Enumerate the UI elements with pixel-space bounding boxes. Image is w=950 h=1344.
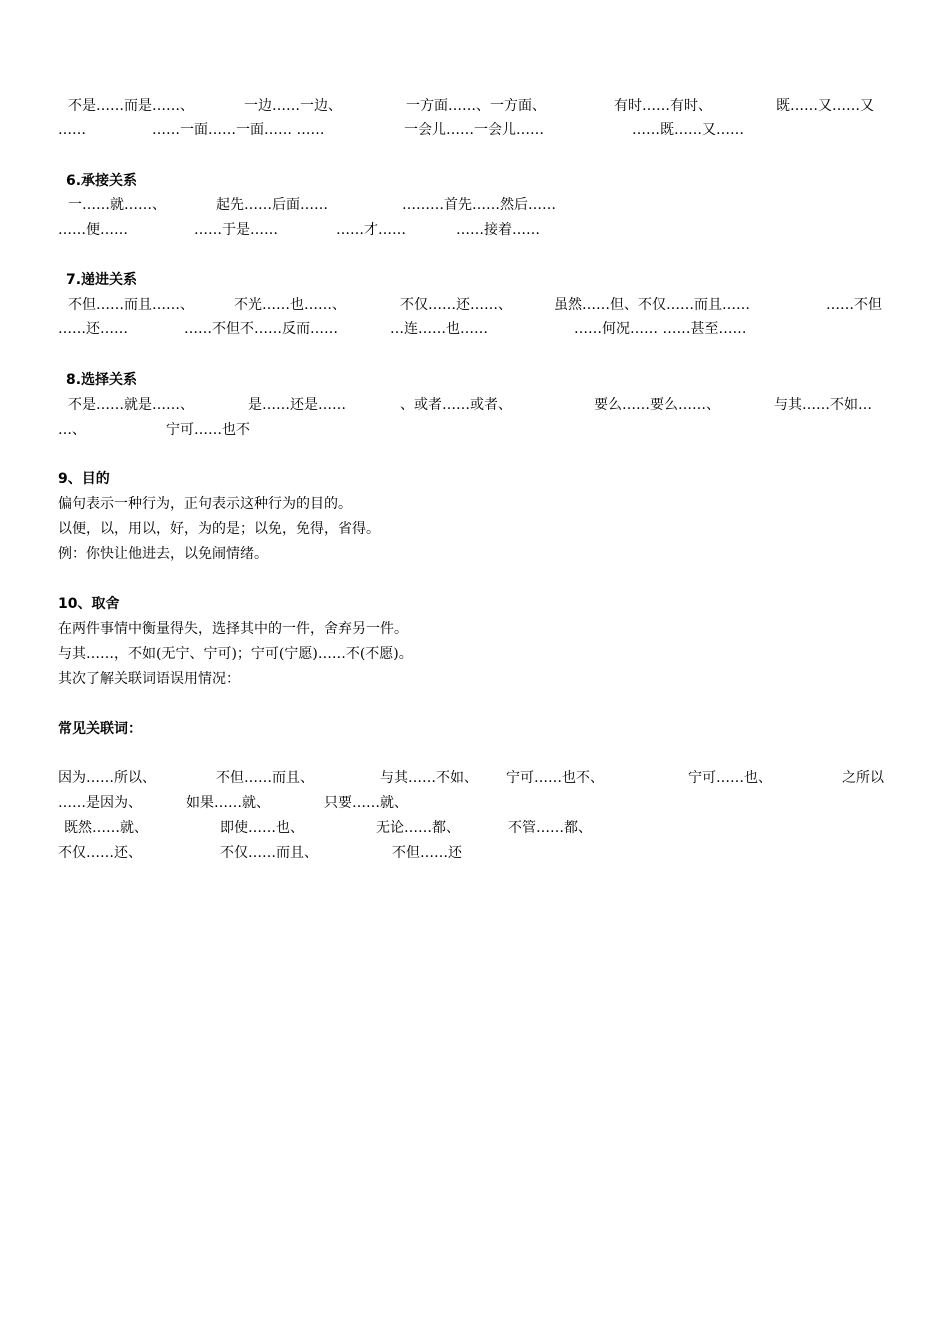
conjunction-phrase: 不仅……还……、 [400, 297, 512, 313]
common-row-3 [58, 816, 892, 840]
conjunction-phrase: ……一面……一面…… …… [152, 122, 325, 138]
conjunction-phrase: ……是因为、 [58, 795, 142, 811]
conjunction-phrase: ……还…… [58, 321, 128, 337]
conjunction-phrase: 之所以 [842, 770, 884, 786]
conjunction-phrase: …、 [58, 422, 86, 438]
conjunction-phrase: ……才…… [336, 222, 406, 238]
conjunction-phrase: 因为……所以、 [58, 770, 156, 786]
conjunction-phrase: 有时……有时、 [614, 98, 712, 114]
conjunction-phrase: …… [58, 122, 86, 138]
conjunction-phrase: ………首先……然后…… [402, 197, 556, 213]
conjunction-phrase: ……便…… [58, 222, 128, 238]
common-row-1 [58, 766, 892, 790]
conjunction-phrase: 不光……也……、 [234, 297, 346, 313]
conjunction-phrase: 要么……要么……、 [594, 397, 720, 413]
conjunction-phrase: 不仅……还、 [58, 845, 142, 861]
conjunction-phrase: 即使……也、 [220, 820, 304, 836]
conjunction-phrase: ……于是…… [194, 222, 278, 238]
section-8-heading: 8.选择关系 [66, 372, 138, 388]
conjunction-phrase: ……不但不……反而…… [184, 321, 338, 337]
section-10-line: 与其……，不如(无宁、宁可)；宁可(宁愿)……不(不愿)。 [58, 646, 413, 662]
section-10-line: 其次了解关联词语误用情况： [58, 671, 240, 687]
conjunction-phrase: 与其……不如、 [380, 770, 478, 786]
conjunction-phrase: 无论……都、 [376, 820, 460, 836]
conjunction-phrase: ……既……又…… [632, 122, 744, 138]
section-8-row-1 [58, 393, 892, 417]
conjunction-phrase: 一方面……、一方面、 [406, 98, 546, 114]
section-7-heading: 7.递进关系 [66, 272, 138, 288]
conjunction-phrase: 起先……后面…… [216, 197, 328, 213]
conjunction-phrase: ……不但 [826, 297, 882, 313]
conjunction-phrase: 不仅……而且、 [220, 845, 318, 861]
conjunction-phrase: 不是……就是……、 [68, 397, 194, 413]
conjunction-phrase: 既……又……又 [776, 98, 874, 114]
conjunction-phrase: 不管……都、 [508, 820, 592, 836]
common-row-2 [58, 791, 892, 815]
section-9-line: 偏句表示一种行为，正句表示这种行为的目的。 [58, 496, 352, 512]
conjunction-phrase: 一会儿……一会儿…… [404, 122, 544, 138]
section-7-row-2 [58, 317, 892, 341]
conjunction-phrase: 一边……一边、 [244, 98, 342, 114]
conjunction-phrase: 既然……就、 [64, 820, 148, 836]
conjunction-phrase: 不是……而是……、 [68, 98, 194, 114]
conjunction-phrase: 只要……就、 [324, 795, 408, 811]
conjunction-phrase: 不但……而且、 [216, 770, 314, 786]
section-6-row-1 [58, 193, 892, 217]
section-7-row-1 [58, 293, 892, 317]
conjunction-phrase: 如果……就、 [186, 795, 270, 811]
section-6-heading: 6.承接关系 [66, 173, 138, 189]
conjunction-phrase: ……何况…… ……甚至…… [574, 321, 747, 337]
coordinate-row-1 [58, 94, 892, 118]
section-9-heading: 9、目的 [58, 471, 110, 487]
common-row-4 [58, 841, 892, 865]
conjunction-phrase: 不但……而且……、 [68, 297, 194, 313]
conjunction-phrase: 是……还是…… [248, 397, 346, 413]
conjunction-phrase: 宁可……也不 [166, 422, 250, 438]
section-10-heading: 10、取舍 [58, 596, 120, 612]
section-6-row-2 [58, 218, 892, 242]
conjunction-phrase: ……接着…… [456, 222, 540, 238]
conjunction-phrase: 宁可……也不、 [506, 770, 604, 786]
coordinate-row-2 [58, 118, 892, 142]
section-10-line: 在两件事情中衡量得失，选择其中的一件，舍弃另一件。 [58, 621, 408, 637]
conjunction-phrase: 虽然……但、不仅……而且…… [554, 297, 750, 313]
section-9-line: 以便，以，用以，好，为的是；以免，免得，省得。 [58, 521, 380, 537]
conjunction-phrase: 、或者……或者、 [400, 397, 512, 413]
conjunction-phrase: …连……也…… [390, 321, 488, 337]
conjunction-phrase: 宁可……也、 [688, 770, 772, 786]
section-9-example: 例：你快让他进去，以免闹情绪。 [58, 546, 268, 562]
conjunction-phrase: 不但……还 [392, 845, 462, 861]
section-8-row-2 [58, 418, 892, 442]
conjunction-phrase: 与其……不如… [774, 397, 872, 413]
conjunction-phrase: 一……就……、 [68, 197, 166, 213]
common-conjunctions-heading: 常见关联词： [58, 721, 142, 737]
